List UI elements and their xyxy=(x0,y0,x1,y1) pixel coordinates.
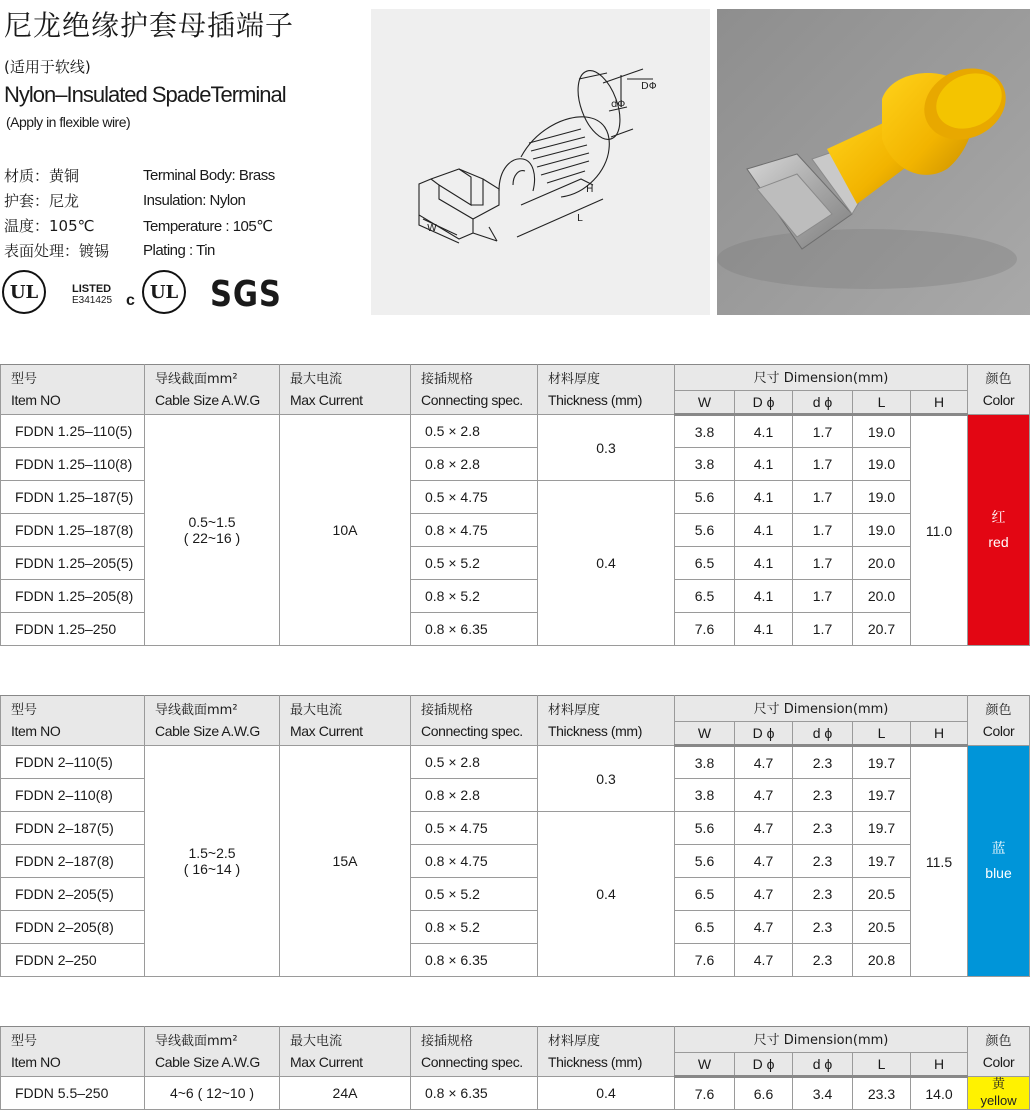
item-no: FDDN 1.25–187(5) xyxy=(1,481,145,514)
spec-table-yellow xyxy=(0,1026,1030,1110)
page-subtitle-en: (Apply in flexible wire) xyxy=(6,114,131,130)
connecting-spec: 0.5 × 5.2 xyxy=(411,878,538,911)
svg-text:L: L xyxy=(577,213,583,224)
dim-d-inner: 1.7 xyxy=(793,547,853,580)
cable-size: 4~6 ( 12~10 ) xyxy=(145,1077,280,1110)
thickness: 0.4 xyxy=(538,1077,675,1110)
col-l: L xyxy=(853,391,911,415)
connecting-spec: 0.5 × 5.2 xyxy=(411,547,538,580)
dim-w: 7.6 xyxy=(675,1077,735,1110)
dim-w: 6.5 xyxy=(675,580,735,613)
col-l: L xyxy=(853,1053,911,1077)
max-current: 24A xyxy=(280,1077,411,1110)
col-d-outer: D ϕ xyxy=(735,391,793,415)
spec-label-cn: 温度：105℃ xyxy=(4,217,95,235)
spec-label-cn: 表面处理：镀锡 xyxy=(4,242,110,260)
spec-label-en: Terminal Body: Brass xyxy=(143,167,275,184)
dim-d-inner: 2.3 xyxy=(793,779,853,812)
dim-d-inner: 3.4 xyxy=(793,1077,853,1110)
item-no: FDDN 2–110(5) xyxy=(1,746,145,779)
col-h: H xyxy=(911,1053,968,1077)
dim-d-outer: 4.7 xyxy=(735,746,793,779)
spec-row-material xyxy=(4,163,275,188)
dim-l: 19.7 xyxy=(853,845,911,878)
dim-d-outer: 4.1 xyxy=(735,415,793,448)
col-cable-size: 导线截面mm² Cable Size A.W.G xyxy=(145,696,280,746)
technical-drawing xyxy=(371,9,710,315)
connecting-spec: 0.8 × 2.8 xyxy=(411,779,538,812)
item-no: FDDN 2–110(8) xyxy=(1,779,145,812)
col-cable-size: 导线截面mm² Cable Size A.W.G xyxy=(145,365,280,415)
connecting-spec: 0.8 × 2.8 xyxy=(411,448,538,481)
col-color: 颜色 Color xyxy=(968,365,1030,415)
dim-h: 14.0 xyxy=(911,1077,968,1110)
dim-l: 19.0 xyxy=(853,481,911,514)
dim-d-inner: 2.3 xyxy=(793,878,853,911)
connecting-spec: 0.5 × 2.8 xyxy=(411,746,538,779)
dim-w: 6.5 xyxy=(675,911,735,944)
dim-d-outer: 4.1 xyxy=(735,481,793,514)
col-color: 颜色 Color xyxy=(968,696,1030,746)
spade-terminal-image xyxy=(717,9,1030,315)
thickness: 0.4 xyxy=(538,812,675,977)
connecting-spec: 0.8 × 6.35 xyxy=(411,944,538,977)
table-row xyxy=(1,746,1030,779)
spec-label-cn: 材质：黄铜 xyxy=(4,167,80,185)
dim-d-outer: 4.7 xyxy=(735,845,793,878)
col-d-inner: d ϕ xyxy=(793,391,853,415)
col-item-no: 型号 Item NO xyxy=(1,696,145,746)
sgs-logo: SGS xyxy=(210,274,282,315)
col-thickness: 材料厚度 Thickness (mm) xyxy=(538,1027,675,1077)
dim-d-inner: 2.3 xyxy=(793,911,853,944)
c-mark: c xyxy=(126,292,135,309)
dim-l: 19.7 xyxy=(853,812,911,845)
col-cable-size: 导线截面mm² Cable Size A.W.G xyxy=(145,1027,280,1077)
dim-d-outer: 4.7 xyxy=(735,911,793,944)
cable-size: 0.5~1.5 ( 22~16 ) xyxy=(145,415,280,646)
col-dimension-group: 尺寸 Dimension(mm) xyxy=(675,365,968,391)
ul-listed-mark: LISTED E341425 xyxy=(72,283,113,306)
dim-d-inner: 1.7 xyxy=(793,481,853,514)
dim-d-inner: 1.7 xyxy=(793,514,853,547)
max-current: 15A xyxy=(280,746,411,977)
dim-w: 6.5 xyxy=(675,547,735,580)
color-swatch-yellow: 黄 yellow xyxy=(968,1077,1030,1110)
connecting-spec: 0.8 × 5.2 xyxy=(411,580,538,613)
dim-w: 3.8 xyxy=(675,779,735,812)
item-no: FDDN 2–187(5) xyxy=(1,812,145,845)
item-no: FDDN 1.25–205(5) xyxy=(1,547,145,580)
item-no: FDDN 1.25–205(8) xyxy=(1,580,145,613)
material-specs xyxy=(4,163,275,263)
ul-logo-icon: UL xyxy=(2,270,46,314)
dim-d-outer: 4.7 xyxy=(735,812,793,845)
dim-l: 19.0 xyxy=(853,514,911,547)
cul-logo-icon: UL xyxy=(142,270,186,314)
dim-l: 19.0 xyxy=(853,415,911,448)
product-photo xyxy=(717,9,1030,315)
dim-d-outer: 4.1 xyxy=(735,613,793,646)
dim-w: 3.8 xyxy=(675,415,735,448)
spec-table-blue xyxy=(0,695,1030,977)
col-l: L xyxy=(853,722,911,746)
thickness: 0.4 xyxy=(538,481,675,646)
svg-text:dΦ: dΦ xyxy=(611,99,626,110)
thickness: 0.3 xyxy=(538,415,675,481)
dim-d-inner: 2.3 xyxy=(793,845,853,878)
dim-h: 11.5 xyxy=(911,746,968,977)
dim-d-outer: 4.1 xyxy=(735,547,793,580)
color-swatch-red: 红 red xyxy=(968,415,1030,646)
dim-w: 5.6 xyxy=(675,514,735,547)
dim-l: 20.5 xyxy=(853,911,911,944)
dim-d-outer: 4.7 xyxy=(735,944,793,977)
dim-d-inner: 2.3 xyxy=(793,944,853,977)
connecting-spec: 0.5 × 2.8 xyxy=(411,415,538,448)
col-w: W xyxy=(675,722,735,746)
col-color: 颜色 Color xyxy=(968,1027,1030,1077)
dim-d-inner: 2.3 xyxy=(793,746,853,779)
connecting-spec: 0.8 × 6.35 xyxy=(411,1077,538,1110)
col-d-outer: D ϕ xyxy=(735,1053,793,1077)
dim-l: 23.3 xyxy=(853,1077,911,1110)
color-swatch-blue: 蓝 blue xyxy=(968,746,1030,977)
cable-size: 1.5~2.5 ( 16~14 ) xyxy=(145,746,280,977)
dim-w: 6.5 xyxy=(675,878,735,911)
thickness: 0.3 xyxy=(538,746,675,812)
spec-label-en: Insulation: Nylon xyxy=(143,192,246,209)
dim-d-outer: 6.6 xyxy=(735,1077,793,1110)
spec-row-plating xyxy=(4,238,275,263)
col-dimension-group: 尺寸 Dimension(mm) xyxy=(675,696,968,722)
dim-w: 5.6 xyxy=(675,845,735,878)
dim-d-outer: 4.1 xyxy=(735,514,793,547)
dim-d-inner: 1.7 xyxy=(793,580,853,613)
item-no: FDDN 2–250 xyxy=(1,944,145,977)
dim-h: 11.0 xyxy=(911,415,968,646)
dim-w: 3.8 xyxy=(675,746,735,779)
dim-l: 20.8 xyxy=(853,944,911,977)
col-thickness: 材料厚度 Thickness (mm) xyxy=(538,696,675,746)
col-d-inner: d ϕ xyxy=(793,722,853,746)
svg-text:DΦ: DΦ xyxy=(641,81,657,92)
svg-text:H: H xyxy=(586,184,594,195)
table-row xyxy=(1,415,1030,448)
dim-d-inner: 2.3 xyxy=(793,812,853,845)
dim-d-inner: 1.7 xyxy=(793,613,853,646)
dim-l: 20.7 xyxy=(853,613,911,646)
dim-l: 19.7 xyxy=(853,779,911,812)
item-no: FDDN 1.25–110(8) xyxy=(1,448,145,481)
item-no: FDDN 5.5–250 xyxy=(1,1077,145,1110)
col-max-current: 最大电流 Max Current xyxy=(280,1027,411,1077)
item-no: FDDN 2–187(8) xyxy=(1,845,145,878)
svg-text:W: W xyxy=(427,223,437,234)
col-d-inner: d ϕ xyxy=(793,1053,853,1077)
spec-label-en: Temperature : 105℃ xyxy=(143,217,273,235)
dim-d-outer: 4.7 xyxy=(735,779,793,812)
col-dimension-group: 尺寸 Dimension(mm) xyxy=(675,1027,968,1053)
col-connecting-spec: 接插规格 Connecting spec. xyxy=(411,365,538,415)
spec-table-red xyxy=(0,364,1030,646)
connecting-spec: 0.8 × 5.2 xyxy=(411,911,538,944)
item-no: FDDN 2–205(8) xyxy=(1,911,145,944)
col-h: H xyxy=(911,722,968,746)
connecting-spec: 0.5 × 4.75 xyxy=(411,812,538,845)
dim-d-outer: 4.1 xyxy=(735,580,793,613)
item-no: FDDN 1.25–187(8) xyxy=(1,514,145,547)
col-connecting-spec: 接插规格 Connecting spec. xyxy=(411,696,538,746)
dim-l: 20.0 xyxy=(853,547,911,580)
dim-d-inner: 1.7 xyxy=(793,415,853,448)
item-no: FDDN 2–205(5) xyxy=(1,878,145,911)
col-max-current: 最大电流 Max Current xyxy=(280,365,411,415)
col-d-outer: D ϕ xyxy=(735,722,793,746)
dim-l: 20.5 xyxy=(853,878,911,911)
dim-w: 5.6 xyxy=(675,481,735,514)
col-w: W xyxy=(675,1053,735,1077)
col-h: H xyxy=(911,391,968,415)
page-title-en: Nylon–Insulated SpadeTerminal xyxy=(4,82,286,107)
connecting-spec: 0.8 × 4.75 xyxy=(411,845,538,878)
col-connecting-spec: 接插规格 Connecting spec. xyxy=(411,1027,538,1077)
spec-row-insulation xyxy=(4,188,275,213)
max-current: 10A xyxy=(280,415,411,646)
item-no: FDDN 1.25–250 xyxy=(1,613,145,646)
terminal-drawing-icon xyxy=(371,9,710,315)
table-row xyxy=(1,1077,1030,1110)
col-w: W xyxy=(675,391,735,415)
page-title-cn: 尼龙绝缘护套母插端子 xyxy=(4,9,295,42)
page-subtitle-cn: (适用于软线) xyxy=(4,58,91,76)
dim-l: 20.0 xyxy=(853,580,911,613)
dim-w: 5.6 xyxy=(675,812,735,845)
dim-w: 7.6 xyxy=(675,944,735,977)
spec-label-cn: 护套：尼龙 xyxy=(4,192,80,210)
spec-label-en: Plating : Tin xyxy=(143,242,215,259)
connecting-spec: 0.8 × 4.75 xyxy=(411,514,538,547)
dim-w: 7.6 xyxy=(675,613,735,646)
col-max-current: 最大电流 Max Current xyxy=(280,696,411,746)
dim-d-outer: 4.1 xyxy=(735,448,793,481)
dim-w: 3.8 xyxy=(675,448,735,481)
dim-d-inner: 1.7 xyxy=(793,448,853,481)
connecting-spec: 0.5 × 4.75 xyxy=(411,481,538,514)
col-item-no: 型号 Item NO xyxy=(1,1027,145,1077)
dim-l: 19.7 xyxy=(853,746,911,779)
col-thickness: 材料厚度 Thickness (mm) xyxy=(538,365,675,415)
dim-l: 19.0 xyxy=(853,448,911,481)
col-item-no: 型号 Item NO xyxy=(1,365,145,415)
spec-row-temperature xyxy=(4,213,275,238)
dim-d-outer: 4.7 xyxy=(735,878,793,911)
item-no: FDDN 1.25–110(5) xyxy=(1,415,145,448)
connecting-spec: 0.8 × 6.35 xyxy=(411,613,538,646)
